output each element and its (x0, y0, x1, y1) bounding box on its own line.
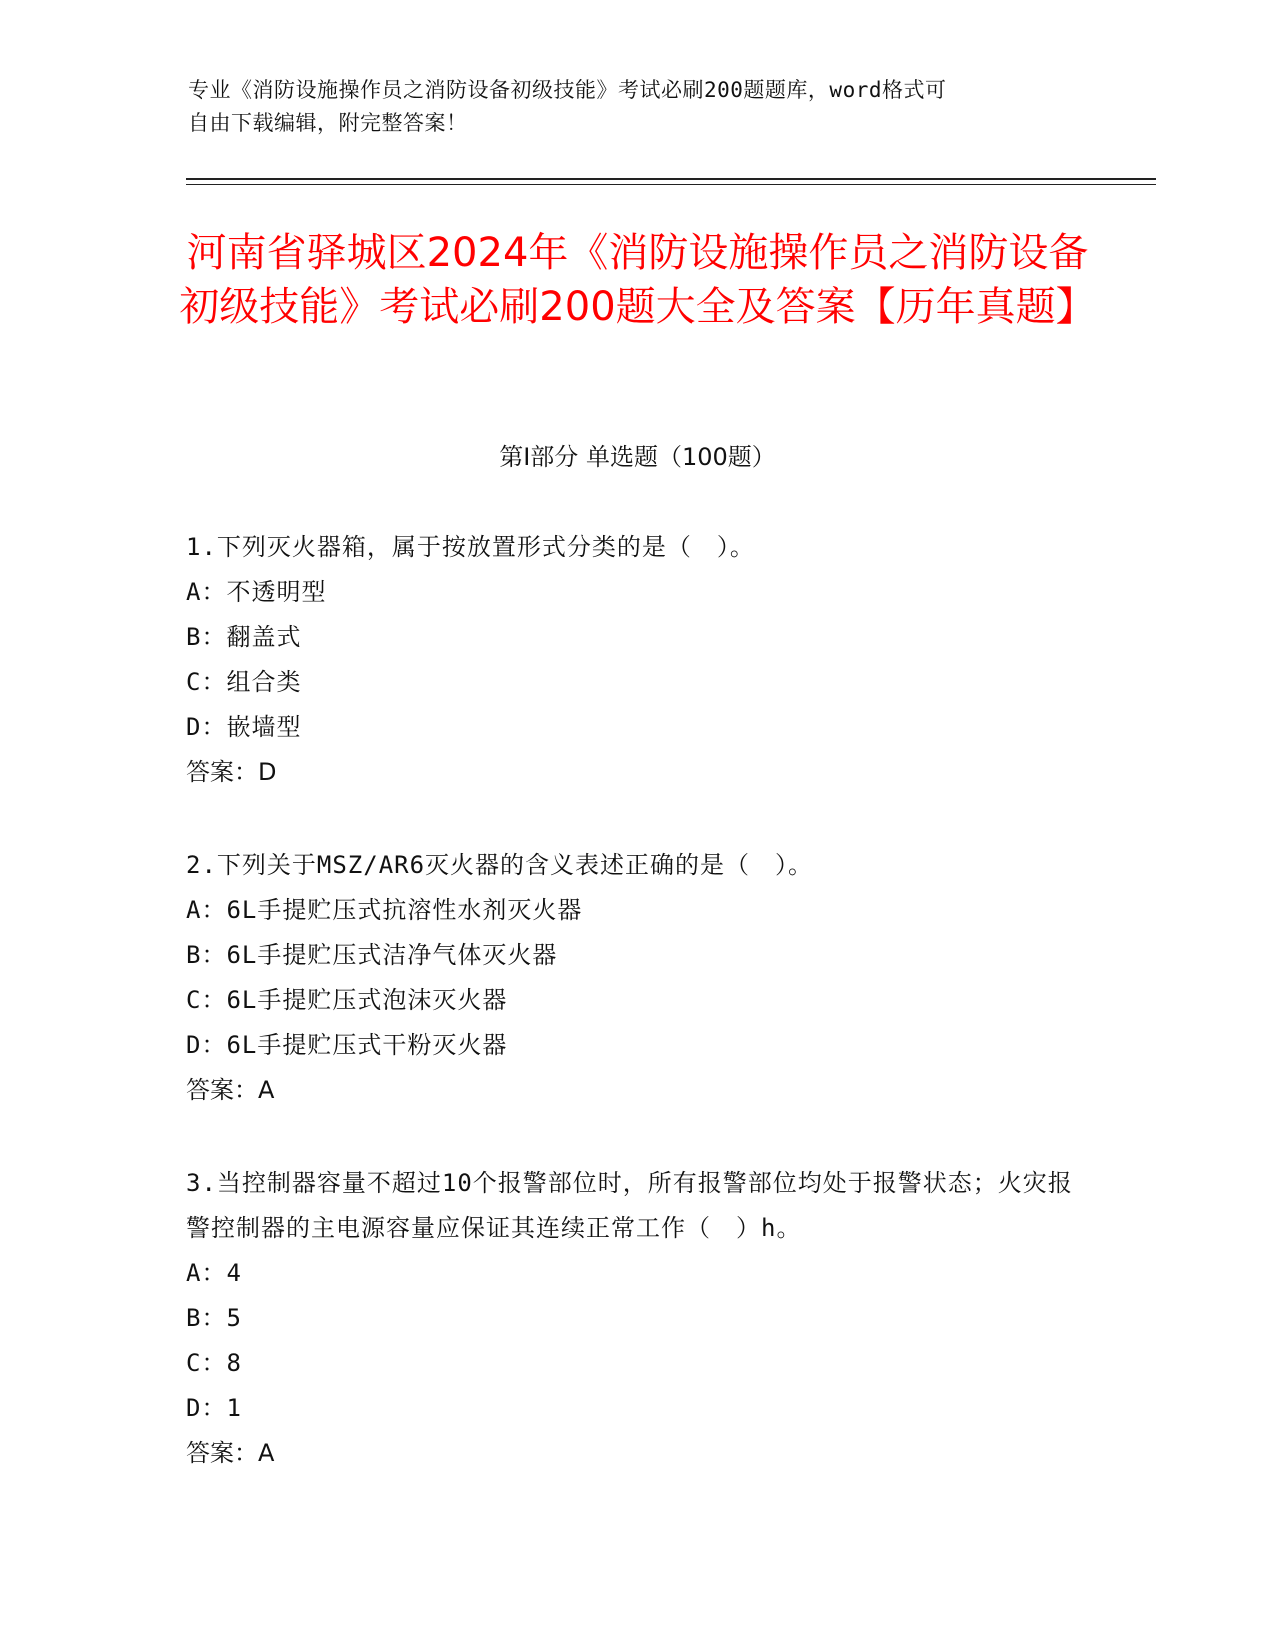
section-title: 第I部分 单选题（100题） (499, 443, 776, 471)
question-3 (186, 1161, 1086, 1476)
option-a: A：不透明型 (186, 578, 327, 606)
option-d: D：嵌墙型 (186, 713, 302, 741)
question-stem: 1.下列灭火器箱，属于按放置形式分类的是（ ）。 (186, 533, 755, 561)
option-b: B：翻盖式 (186, 623, 302, 651)
question-stem: 2.下列关于MSZ/AR6灭火器的含义表述正确的是（ ）。 (186, 851, 814, 879)
answer: 答案：A (186, 1076, 275, 1104)
option-c: C：6L手提贮压式泡沫灭火器 (186, 986, 508, 1014)
header-divider-thick (186, 178, 1156, 180)
option-a: A：4 (186, 1259, 242, 1287)
question-1 (186, 525, 1086, 795)
header-note-line-2: 自由下载编辑，附完整答案！ (188, 111, 468, 135)
header-note (188, 74, 1088, 140)
option-c: C：组合类 (186, 668, 302, 696)
header-divider-thin (186, 184, 1156, 185)
option-a: A：6L手提贮压式抗溶性水剂灭火器 (186, 896, 583, 924)
option-b: B：5 (186, 1304, 242, 1332)
option-c: C：8 (186, 1349, 242, 1377)
answer: 答案：D (186, 758, 277, 786)
header-note-line-1: 专业《消防设施操作员之消防设备初级技能》考试必刷200题题库，word格式可 (188, 78, 947, 102)
document-title: 河南省驿城区2024年《消防设施操作员之消防设备初级技能》考试必刷200题大全及答案【历年真题】 (179, 230, 1096, 330)
option-b: B：6L手提贮压式洁净气体灭火器 (186, 941, 558, 969)
question-stem: 3.当控制器容量不超过10个报警部位时，所有报警部位均处于报警状态；火灾报警控制器的主电源容量应保证其连续正常工作（ ）h。 (186, 1169, 1073, 1242)
question-2 (186, 843, 1086, 1113)
answer: 答案：A (186, 1439, 275, 1467)
option-d: D：1 (186, 1394, 242, 1422)
option-d: D：6L手提贮压式干粉灭火器 (186, 1031, 508, 1059)
